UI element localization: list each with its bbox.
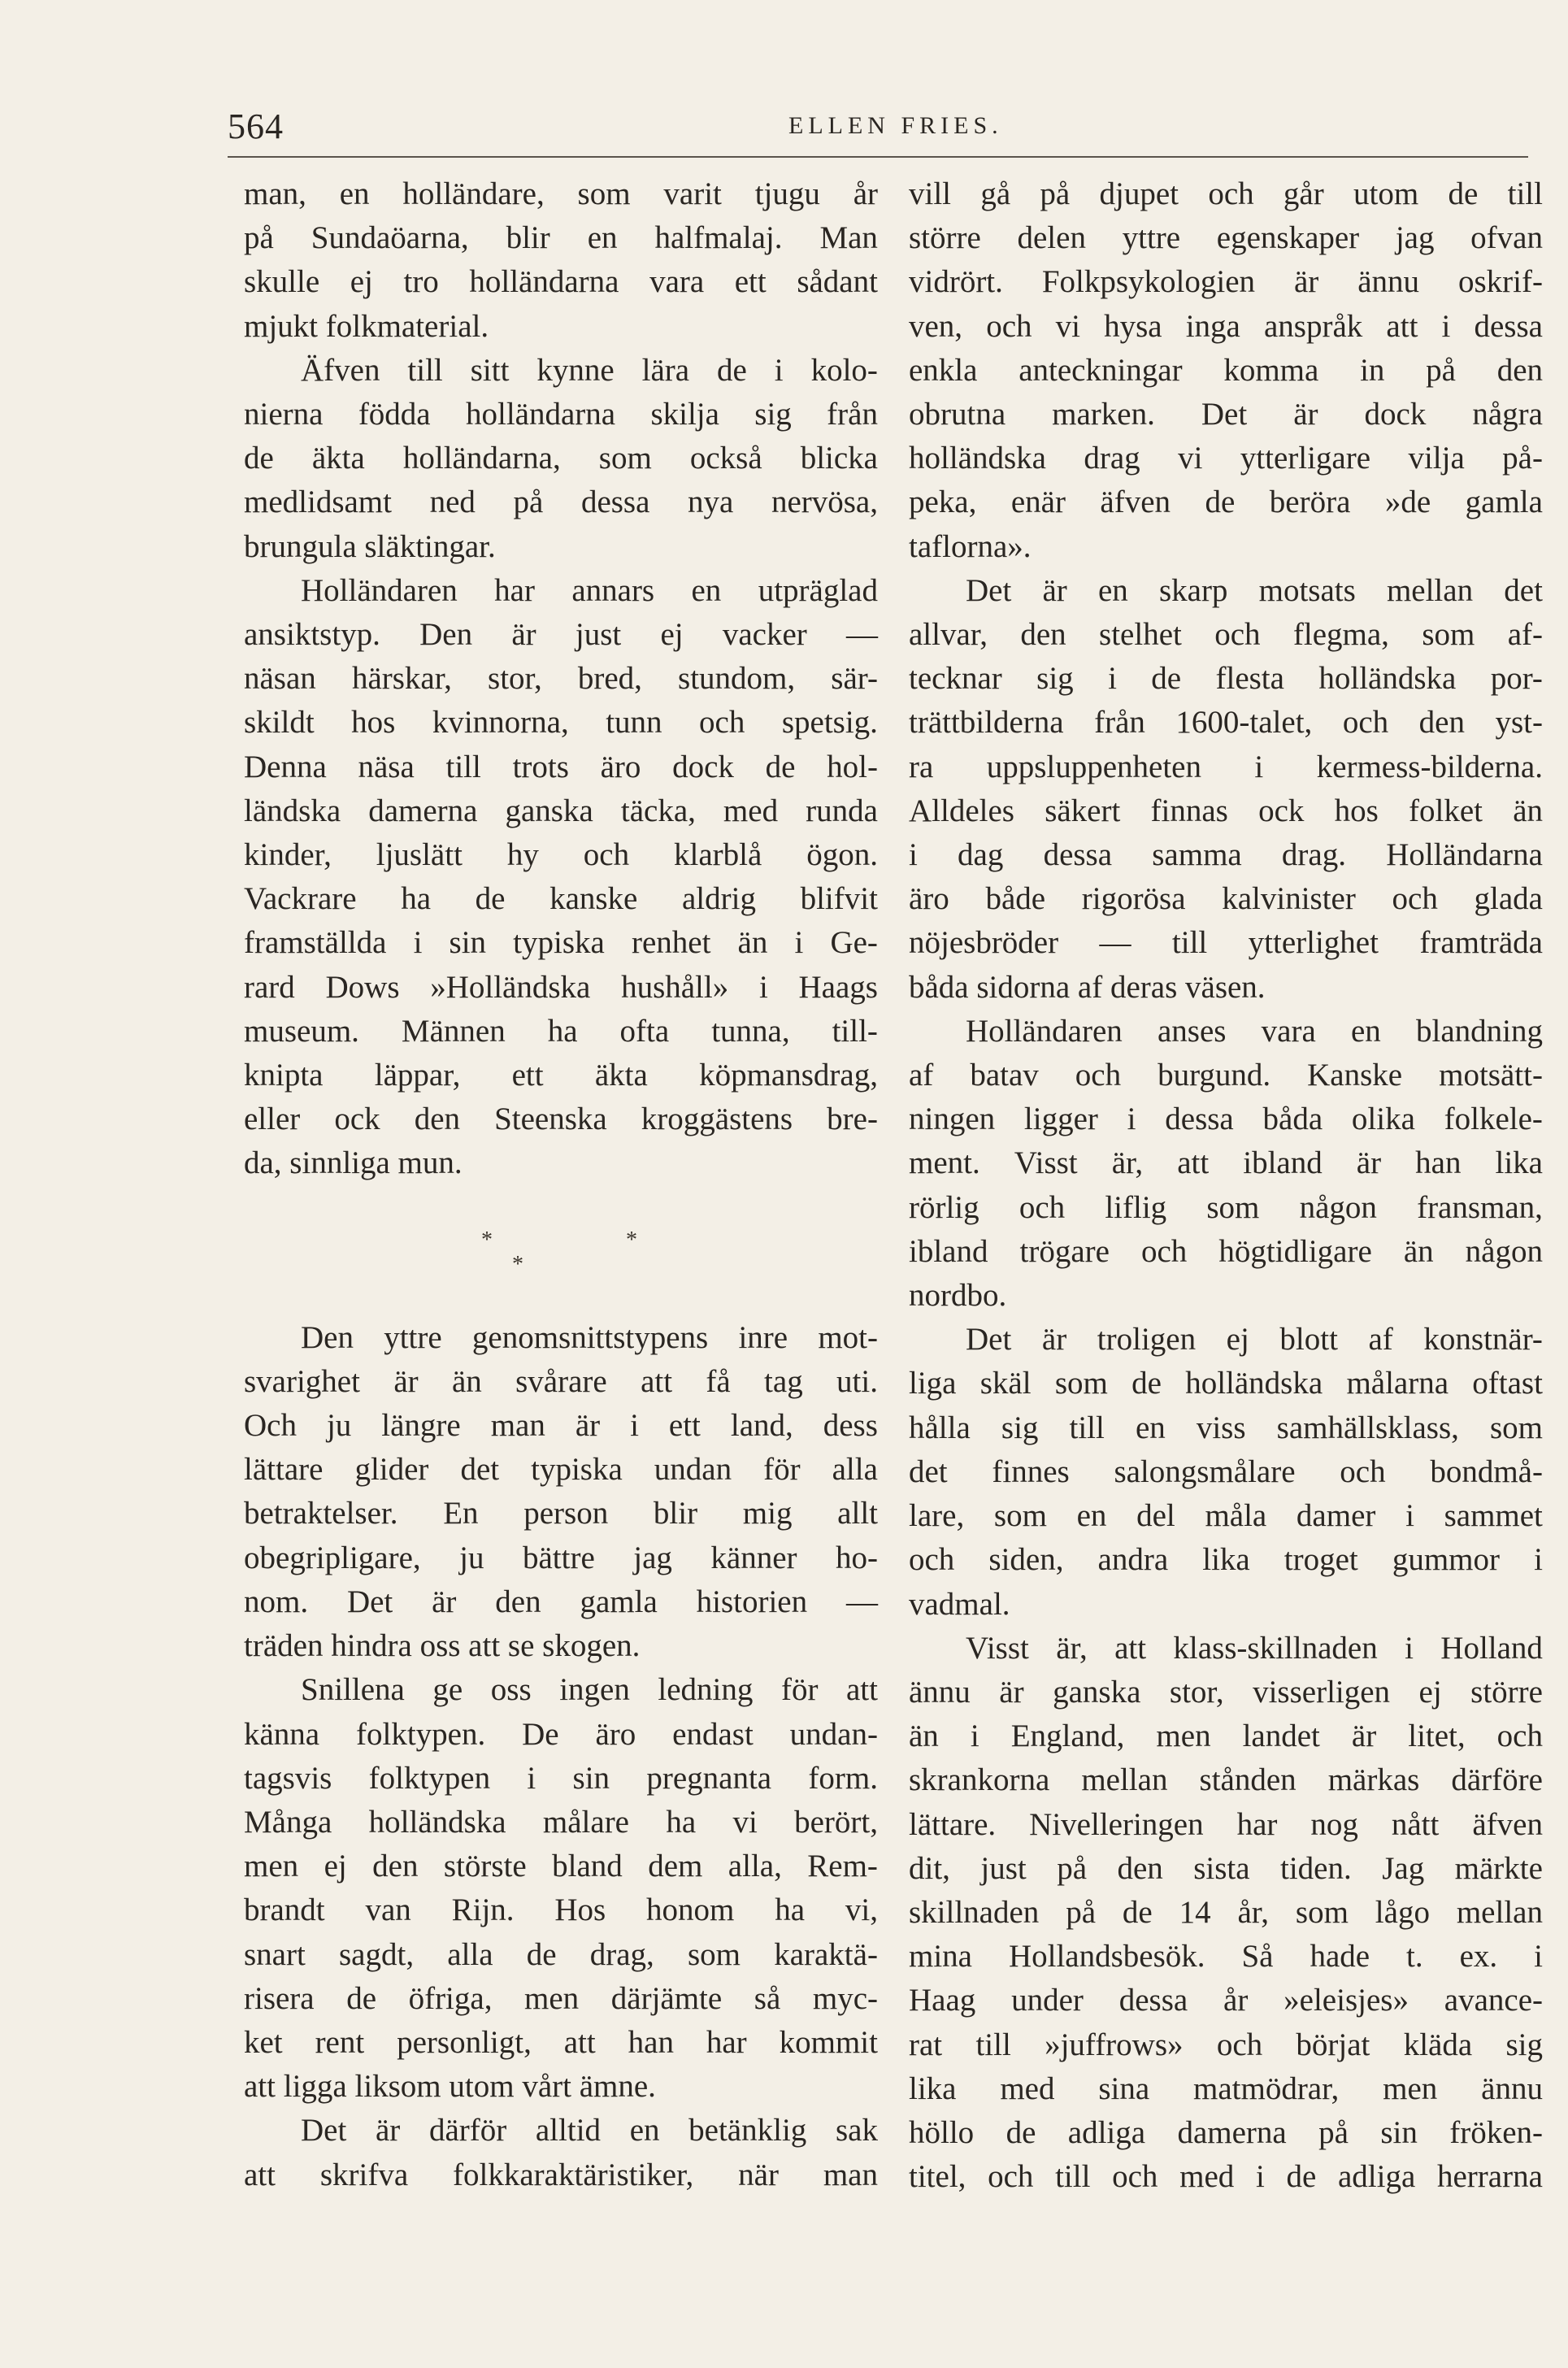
asterisk: * bbox=[626, 1227, 637, 1253]
text-line: större delen yttre egenskaper jag ofvan bbox=[909, 220, 1543, 256]
text-line: trättbilderna från 1600-talet, och den yst- bbox=[909, 705, 1543, 741]
text-line: att skrifva folkkaraktäristiker, när man bbox=[244, 2157, 878, 2192]
text-line: Visst är, att klass-skillnaden i Holland bbox=[966, 1630, 1543, 1666]
text-line: tecknar sig i de flesta holländska por- bbox=[909, 661, 1543, 697]
text-line: Haag under dessa år »eleisjes» avance- bbox=[909, 1983, 1543, 2018]
text-line: men ej den störste bland dem alla, Rem- bbox=[244, 1849, 878, 1884]
text-line: dit, just på den sista tiden. Jag märkte bbox=[909, 1850, 1543, 1886]
text-line: betraktelser. En person blir mig allt bbox=[244, 1496, 878, 1532]
text-line: ningen ligger i dessa båda olika folkele- bbox=[909, 1101, 1543, 1137]
left-column bbox=[244, 172, 878, 2197]
text-line: risera de öfriga, men därjämte så myc- bbox=[244, 1980, 878, 2016]
text-line: Vackrare ha de kanske aldrig blifvit bbox=[244, 881, 878, 917]
text-line: titel, och till och med i de adliga herrarna bbox=[909, 2159, 1543, 2195]
text-line: ra uppsluppenheten i kermess-bilderna. bbox=[909, 749, 1543, 784]
text-line: ansiktstyp. Den är just ej vacker — bbox=[244, 617, 878, 653]
text-line: man, en holländare, som varit tjugu år bbox=[244, 176, 878, 211]
text-line: da, sinnliga mun. bbox=[244, 1145, 463, 1181]
running-head: ELLEN FRIES. bbox=[788, 112, 1003, 139]
text-line: näsan härskar, stor, bred, stundom, sär- bbox=[244, 661, 878, 697]
text-line: brungula släktingar. bbox=[244, 528, 496, 564]
text-line: eller ock den Steenska kroggästens bre- bbox=[244, 1101, 878, 1137]
text-line: Och ju längre man är i ett land, dess bbox=[244, 1408, 878, 1444]
section-separator bbox=[244, 1186, 878, 1316]
text-line: rat till »juffrows» och börjat kläda sig bbox=[909, 2027, 1543, 2062]
text-line: ländska damerna ganska täcka, med runda bbox=[244, 793, 878, 828]
text-line: nöjesbröder — till ytterlighet framträda bbox=[909, 925, 1543, 961]
text-line: lika med sina matmödrar, men ännu bbox=[909, 2070, 1543, 2106]
text-line: vill gå på djupet och går utom de till bbox=[909, 176, 1543, 211]
text-line: vadmal. bbox=[909, 1586, 1010, 1622]
text-line: de äkta holländarna, som också blicka bbox=[244, 441, 878, 476]
text-line: Det är troligen ej blott af konstnär- bbox=[966, 1322, 1543, 1358]
text-line: lättare glider det typiska undan för alla bbox=[244, 1452, 878, 1488]
text-line: hålla sig till en viss samhällsklass, som bbox=[909, 1410, 1543, 1445]
left-text-block-2 bbox=[244, 1316, 878, 2197]
text-line: peka, enär äfven de beröra »de gamla bbox=[909, 484, 1543, 520]
text-line: Äfven till sitt kynne lära de i kolo- bbox=[301, 352, 878, 388]
text-line: enkla anteckningar komma in på den bbox=[909, 352, 1543, 388]
text-line: ket rent personligt, att han har kommit bbox=[244, 2024, 878, 2060]
text-line: obegripligare, ju bättre jag känner ho- bbox=[244, 1540, 878, 1575]
text-line: brandt van Rijn. Hos honom ha vi, bbox=[244, 1892, 878, 1928]
text-line: Den yttre genomsnittstypens inre mot- bbox=[301, 1319, 878, 1355]
text-line: skulle ej tro holländarna vara ett sådant bbox=[244, 264, 878, 300]
text-line: knipta läppar, ett äkta köpmansdrag, bbox=[244, 1058, 878, 1093]
text-line: ment. Visst är, att ibland är han lika bbox=[909, 1145, 1543, 1181]
text-line: rard Dows »Holländska hushåll» i Haags bbox=[244, 969, 878, 1005]
text-line: höllo de adliga damerna på sin fröken- bbox=[909, 2114, 1543, 2150]
text-line: att ligga liksom utom vårt ämne. bbox=[244, 2069, 656, 2105]
text-line: på Sundaöarna, blir en halfmalaj. Man bbox=[244, 220, 878, 256]
text-line: Snillena ge oss ingen ledning för att bbox=[301, 1672, 878, 1708]
text-line: snart sagdt, alla de drag, som karaktä- bbox=[244, 1936, 878, 1972]
text-line: museum. Männen ha ofta tunna, till- bbox=[244, 1013, 878, 1049]
text-line: taflorna». bbox=[909, 528, 1032, 564]
text-line: lare, som en del måla damer i sammet bbox=[909, 1498, 1543, 1534]
right-text-block bbox=[909, 172, 1543, 2199]
text-line: tagsvis folktypen i sin pregnanta form. bbox=[244, 1760, 878, 1796]
text-line: liga skäl som de holländska målarna oftast bbox=[909, 1366, 1543, 1401]
text-line: Alldeles säkert finnas ock hos folket än bbox=[909, 793, 1543, 828]
text-line: äro både rigorösa kalvinister och glada bbox=[909, 881, 1543, 917]
text-line: kinder, ljuslätt hy och klarblå ögon. bbox=[244, 837, 878, 873]
text-line: nordbo. bbox=[909, 1278, 1007, 1314]
text-line: och siden, andra lika troget gummor i bbox=[909, 1542, 1543, 1578]
header-rule bbox=[228, 156, 1528, 158]
asterisk: * bbox=[481, 1227, 493, 1253]
text-line: holländska drag vi ytterligare vilja på- bbox=[909, 441, 1543, 476]
text-line: ven, och vi hysa inga anspråk att i dessa bbox=[909, 308, 1543, 344]
right-column bbox=[909, 172, 1543, 2199]
left-text-block-1 bbox=[244, 172, 878, 1186]
text-line: Denna näsa till trots äro dock de hol- bbox=[244, 749, 878, 784]
text-line: Många holländska målare ha vi berört, bbox=[244, 1804, 878, 1840]
text-line: ännu är ganska stor, visserligen ej större bbox=[909, 1674, 1543, 1710]
text-line: skillnaden på de 14 år, som lågo mellan bbox=[909, 1894, 1543, 1930]
text-line: träden hindra oss att se skogen. bbox=[244, 1628, 641, 1664]
page-header bbox=[228, 106, 1528, 154]
text-line: båda sidorna af deras väsen. bbox=[909, 969, 1266, 1005]
text-line: i dag dessa samma drag. Holländarna bbox=[909, 837, 1543, 873]
text-line: lättare. Nivelleringen har nog nått äfven bbox=[909, 1806, 1543, 1842]
text-line: känna folktypen. De äro endast undan- bbox=[244, 1716, 878, 1752]
text-line: Holländaren har annars en utpräglad bbox=[301, 572, 878, 608]
text-line: mjukt folkmaterial. bbox=[244, 308, 489, 344]
text-line: skildt hos kvinnorna, tunn och spetsig. bbox=[244, 705, 878, 741]
text-line: obrutna marken. Det är dock några bbox=[909, 397, 1543, 432]
asterisk: * bbox=[512, 1251, 523, 1277]
text-line: Det är därför alltid en betänklig sak bbox=[301, 2113, 878, 2149]
text-line: framställda i sin typiska renhet än i Ge- bbox=[244, 925, 878, 961]
text-line: vidrört. Folkpsykologien är ännu oskrif- bbox=[909, 264, 1543, 300]
text-line: svarighet är än svårare att få tag uti. bbox=[244, 1363, 878, 1399]
text-line: Holländaren anses vara en blandning bbox=[966, 1013, 1543, 1049]
text-line: nierna födda holländarna skilja sig från bbox=[244, 397, 878, 432]
text-line: än i England, men landet är litet, och bbox=[909, 1718, 1543, 1754]
text-line: medlidsamt ned på dessa nya nervösa, bbox=[244, 484, 878, 520]
text-line: skrankorna mellan stånden märkas därföre bbox=[909, 1762, 1543, 1798]
text-line: allvar, den stelhet och flegma, som af- bbox=[909, 617, 1543, 653]
text-line: nom. Det är den gamla historien — bbox=[244, 1584, 878, 1619]
text-line: af batav och burgund. Kanske motsätt- bbox=[909, 1058, 1543, 1093]
page-number: 564 bbox=[228, 106, 284, 146]
text-line: ibland trögare och högtidligare än någon bbox=[909, 1233, 1543, 1269]
text-line: det finnes salongsmålare och bondmå- bbox=[909, 1453, 1543, 1489]
text-line: mina Hollandsbesök. Så hade t. ex. i bbox=[909, 1939, 1543, 1975]
text-line: Det är en skarp motsats mellan det bbox=[966, 572, 1543, 608]
text-line: rörlig och liflig som någon fransman, bbox=[909, 1189, 1543, 1225]
